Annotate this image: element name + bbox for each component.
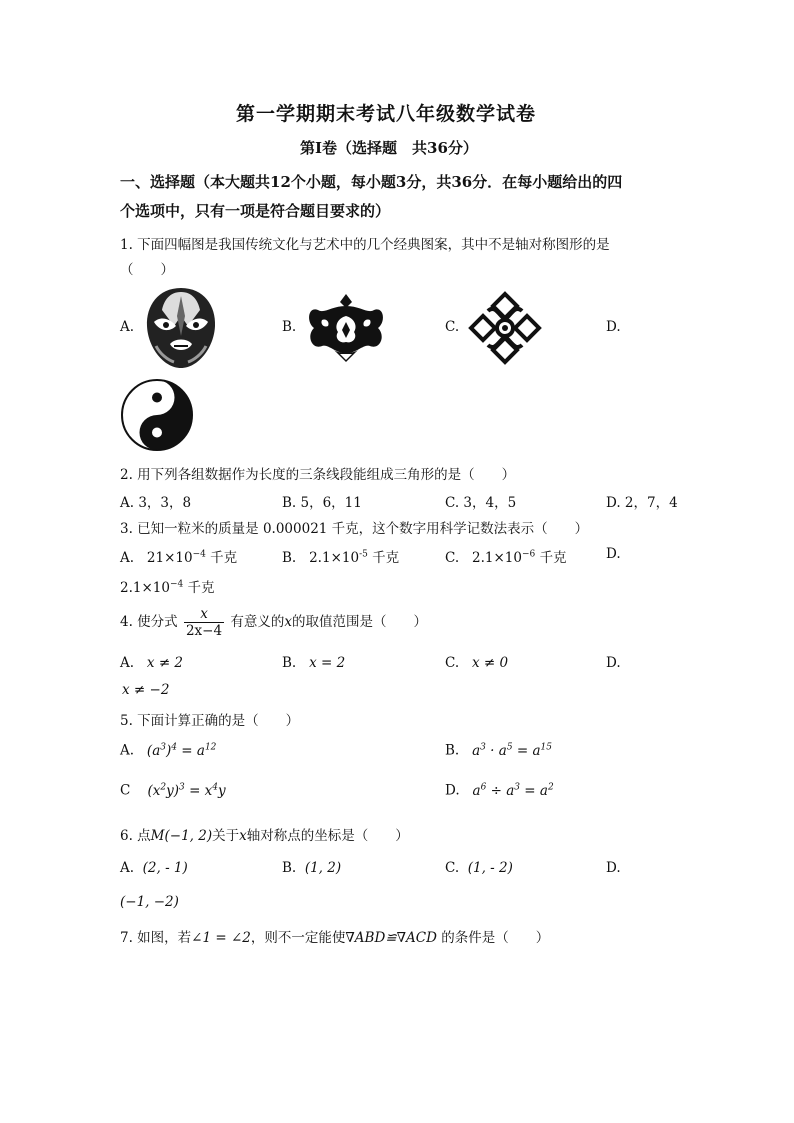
q3-c-unit: 千克 (539, 550, 567, 566)
q5-a-outer-exp: 4 (171, 742, 177, 752)
q4-fraction-numerator: x (200, 606, 208, 622)
question-1-text: 1. 下面四幅图是我国传统文化与艺术中的几个经典图案，其中不是轴对称图形的是 (120, 237, 610, 253)
q4-option-a (120, 655, 183, 671)
q7-suffix: 的条件是（ ） (441, 930, 550, 946)
q5-c-open: (x (147, 782, 161, 799)
q3-option-c (445, 546, 567, 566)
q5-a-close: ) (165, 742, 172, 759)
q3-option-d (120, 576, 215, 596)
q1-option-d-label: D. (606, 319, 621, 335)
q7-condition: ∠1 = ∠2 (191, 930, 251, 946)
question-2-text: 2. 用下列各组数据作为长度的三条线段能组成三角形的是（ ） (120, 467, 516, 483)
q4-suffix-a: 有意义的 (230, 614, 285, 630)
q6-option-c (445, 860, 513, 876)
q4-c-expr: x ≠ 0 (472, 655, 509, 671)
q5-b-exp1: 3 (480, 742, 486, 752)
q7-congruence: ∇ABD≌∇ACD (345, 930, 437, 946)
q3-option-d-label: D. (606, 546, 621, 562)
q6-suffix: 轴对称点的坐标是（ ） (246, 828, 409, 844)
q4-a-label: A. (120, 655, 135, 671)
q5-c-tail: y (218, 782, 226, 799)
q5-b-dot: · a (485, 742, 507, 759)
section-heading-line-2: 个选项中，只有一项是符合题目要求的） (120, 202, 391, 220)
q5-b-term1: a (472, 742, 481, 759)
q6-option-d-expr: (−1, −2) (120, 894, 179, 910)
q5-a-result-exp: 12 (204, 742, 217, 752)
q2-option-a: A. 3，3，8 (120, 495, 192, 511)
q5-b-expr (472, 743, 552, 759)
q5-c-exp1: 2 (160, 782, 167, 792)
q5-b-label: B. (445, 742, 460, 759)
q7-prefix: 7. 如图，若 (120, 930, 192, 946)
q5-d-exp3: 2 (547, 782, 554, 792)
q3-c-exp: −6 (521, 549, 536, 560)
question-1-answer-paren: （ ） (120, 262, 174, 278)
q6-b-expr: (1, 2) (304, 860, 342, 876)
q5-a-eq: = a (177, 742, 205, 759)
q6-b-label: B. (282, 860, 297, 876)
q3-b-label: B. (282, 550, 297, 566)
q4-a-expr: x ≠ 2 (146, 655, 184, 671)
q4-b-label: B. (282, 655, 297, 671)
q6-point: M(−1, 2) (150, 828, 213, 844)
q3-d-unit: 千克 (187, 580, 215, 596)
q4-variable: x (284, 614, 292, 630)
q5-c-exp2: 3 (179, 782, 185, 792)
q1-option-b-label: B. (282, 319, 297, 335)
q3-d-base: 2.1×10 (120, 580, 170, 596)
q6-variable: x (239, 828, 247, 844)
q4-option-c (445, 655, 508, 671)
q6-option-d-label: D. (606, 860, 621, 876)
q6-c-expr: (1, - 2) (467, 860, 513, 876)
question-6-text (120, 824, 409, 844)
q3-b-exp: -5 (359, 549, 368, 560)
question-5-text: 5. 下面计算正确的是（ ） (120, 713, 300, 729)
q3-option-b (282, 546, 399, 566)
q3-c-base: 2.1×10 (472, 550, 522, 566)
q6-option-a (120, 860, 188, 876)
q5-option-c (120, 782, 226, 799)
q2-option-c: C. 3，4，5 (445, 495, 517, 511)
q4-b-expr: x = 2 (309, 655, 346, 671)
q5-d-expr (473, 783, 554, 799)
section-heading-line-1: 一、选择题（本大题共12个小题，每小题3分，共36分．在每小题给出的四 (120, 173, 623, 191)
q5-c-label: C (120, 782, 131, 799)
q3-b-base: 2.1×10 (309, 550, 360, 566)
q1-option-c-label: C. (445, 319, 460, 335)
q5-c-eq: = x (184, 782, 213, 799)
q5-d-exp1: 6 (480, 782, 487, 792)
q5-option-d (445, 782, 554, 799)
q5-d-exp2: 3 (514, 782, 520, 792)
q6-prefix: 6. 点 (120, 828, 151, 844)
q3-d-exp: −4 (169, 579, 184, 590)
yin-yang-image (120, 378, 194, 452)
q6-a-label: A. (120, 860, 135, 876)
q5-option-a (120, 742, 216, 759)
q5-d-div: ÷ a (486, 782, 515, 799)
q2-option-d: D. 2，7，4 (606, 495, 678, 511)
question-3-text: 3. 已知一粒米的质量是 0.000021 千克，这个数字用科学记数法表示（ ） (120, 521, 589, 537)
q4-fraction (184, 606, 224, 639)
q5-c-exp3: 4 (212, 782, 219, 792)
q5-b-exp3: 15 (540, 742, 552, 752)
q7-mid: ，则不一定能使 (250, 930, 346, 946)
q5-d-eq: = a (520, 782, 548, 799)
q4-suffix-b: 的取值范围是（ ） (292, 614, 427, 630)
q1-option-a-label: A. (120, 319, 135, 335)
q5-a-inner-exp: 3 (160, 742, 166, 752)
q4-option-b (282, 655, 345, 671)
q5-a-label: A. (120, 742, 135, 759)
ornament-pattern-b-image (304, 292, 388, 364)
q5-a-expr (147, 743, 216, 759)
q3-a-base: 21×10 (146, 550, 193, 566)
q6-a-expr: (2, - 1) (142, 860, 188, 876)
q4-c-label: C. (445, 655, 460, 671)
q5-d-label: D. (445, 782, 460, 799)
q4-fraction-denominator: 2x−4 (185, 623, 223, 639)
page-title: 第一学期期末考试八年级数学试卷 (236, 103, 537, 125)
opera-mask-image (140, 286, 222, 370)
q4-option-d-expr: x ≠ −2 (122, 682, 170, 698)
q5-c-y: y) (166, 782, 180, 799)
q4-option-d-label: D. (606, 655, 621, 671)
question-7-text (120, 926, 549, 946)
question-4-text (120, 606, 427, 639)
q3-a-exp: −4 (192, 549, 206, 560)
q6-c-label: C. (445, 860, 460, 876)
q5-d-term1: a (472, 782, 481, 799)
q5-b-exp2: 5 (506, 742, 513, 752)
q5-c-expr (148, 783, 226, 799)
q6-option-b (282, 860, 341, 876)
q3-option-a (120, 546, 237, 566)
q3-a-label: A. (120, 550, 135, 566)
q4-prefix: 4. 使分式 (120, 614, 178, 630)
q6-mid: 关于 (212, 828, 240, 844)
q2-option-b: B. 5，6，11 (282, 495, 362, 511)
knot-pattern-c-image (468, 291, 542, 365)
q3-a-unit: 千克 (210, 550, 238, 566)
q5-option-b (445, 742, 552, 759)
q5-b-eq: = a (512, 742, 541, 759)
q3-b-unit: 千克 (372, 550, 400, 566)
q5-a-base: (a (146, 742, 161, 759)
part-title: 第Ⅰ卷（选择题 共36分） (300, 139, 478, 157)
q3-c-label: C. (445, 550, 460, 566)
